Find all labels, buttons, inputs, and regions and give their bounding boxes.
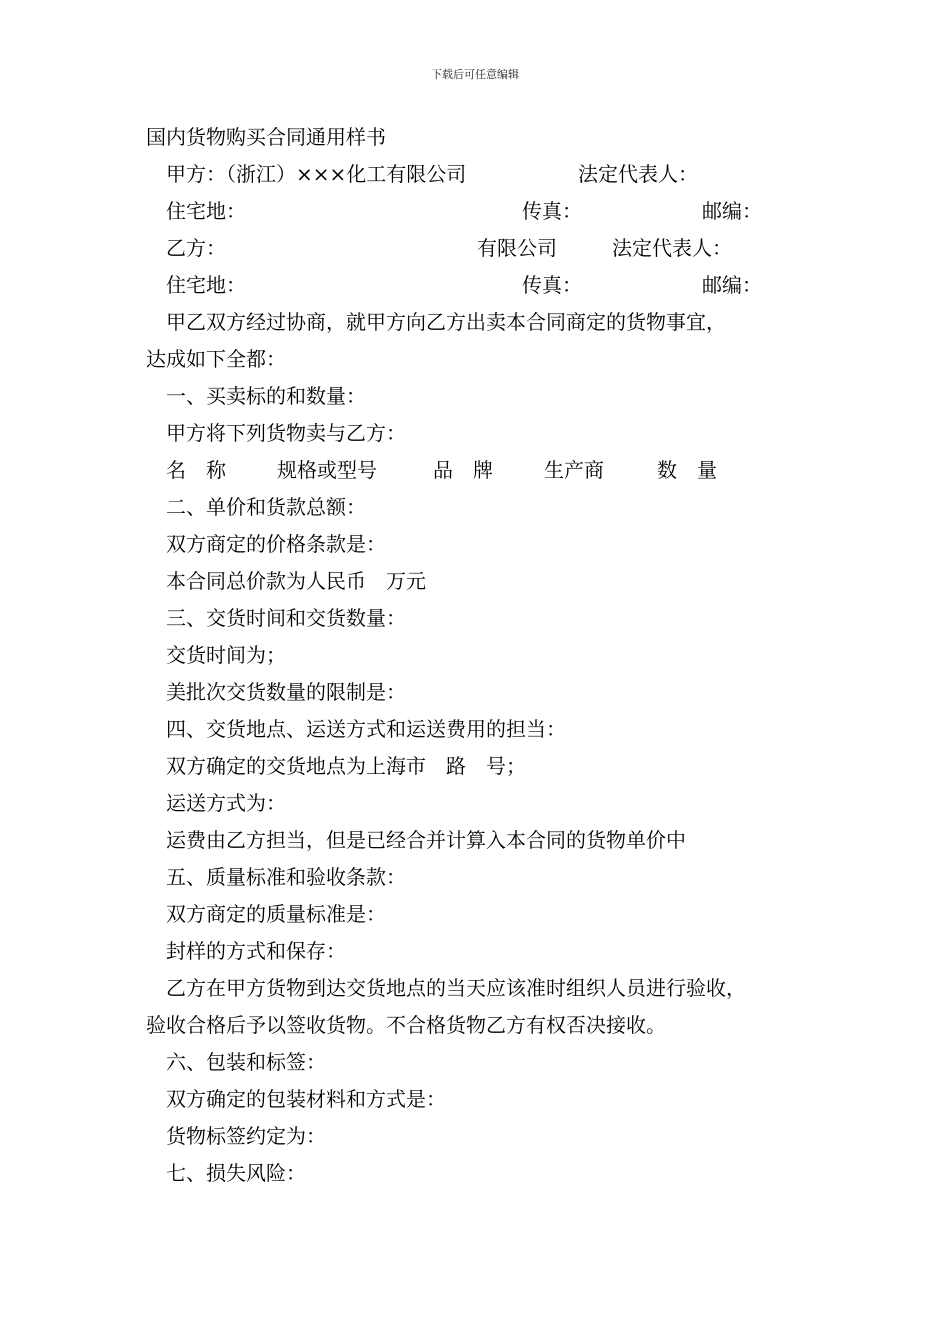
intro-line-2: 达成如下全都： — [146, 347, 286, 371]
section-6-line-2: 货物标签约定为： — [166, 1124, 326, 1148]
contract-document — [146, 119, 836, 1192]
page-header-note: 下载后可任意编辑 — [431, 68, 519, 81]
party-b-address-row — [146, 267, 836, 304]
section-5-paragraph-line-1: 乙方在甲方货物到达交货地点的当天应该准时组织人员进行验收， — [166, 976, 746, 1000]
party-b-postcode: 邮编： — [702, 273, 762, 297]
section-5-heading: 五、质量标准和验收条款： — [166, 865, 406, 889]
party-a-fax: 传真： — [522, 199, 582, 223]
section-2-line-2: 本合同总价款为人民币 万元 — [166, 569, 426, 593]
party-b-fax: 传真： — [522, 273, 582, 297]
section-1-text: 甲方将下列货物卖与乙方： — [166, 421, 406, 445]
party-b-legal-rep: 法定代表人： — [612, 236, 732, 260]
goods-column-spec: 规格或型号 — [277, 458, 377, 482]
section-4-line-2: 运送方式为： — [166, 791, 286, 815]
document-title: 国内货物购买合同通用样书 — [146, 125, 386, 149]
party-a-postcode: 邮编： — [702, 199, 762, 223]
goods-column-manufacturer: 生产商 — [544, 458, 604, 482]
section-1-heading: 一、买卖标的和数量： — [166, 384, 366, 408]
section-3-line-2: 美批次交货数量的限制是： — [166, 680, 406, 704]
goods-columns-row — [146, 452, 836, 489]
section-6-heading: 六、包装和标签： — [166, 1050, 326, 1074]
party-a-legal-rep: 法定代表人： — [578, 162, 698, 186]
party-a-label: 甲方：（浙江）×××化工有限公司 — [166, 162, 467, 186]
party-a-address: 住宅地： — [166, 199, 246, 223]
intro-line-1: 甲乙双方经过协商，就甲方向乙方出卖本合同商定的货物事宜， — [166, 310, 726, 334]
party-b-row — [146, 230, 836, 267]
section-5-line-2: 封样的方式和保存： — [166, 939, 346, 963]
section-4-line-3: 运费由乙方担当，但是已经合并计算入本合同的货物单价中 — [166, 828, 686, 852]
party-b-company-suffix: 有限公司 — [477, 236, 557, 260]
party-a-address-row — [146, 193, 836, 230]
section-2-heading: 二、单价和货款总额： — [166, 495, 366, 519]
goods-column-name: 名 称 — [166, 458, 226, 482]
section-3-line-1: 交货时间为； — [166, 643, 286, 667]
section-7-heading: 七、损失风险： — [166, 1161, 306, 1185]
goods-column-quantity: 数 量 — [657, 458, 717, 482]
section-2-line-1: 双方商定的价格条款是： — [166, 532, 386, 556]
section-4-heading: 四、交货地点、运送方式和运送费用的担当： — [166, 717, 566, 741]
party-b-address: 住宅地： — [166, 273, 246, 297]
section-3-heading: 三、交货时间和交货数量： — [166, 606, 406, 630]
section-5-line-1: 双方商定的质量标准是： — [166, 902, 386, 926]
section-4-line-1: 双方确定的交货地点为上海市 路 号； — [166, 754, 526, 778]
section-6-line-1: 双方确定的包装材料和方式是： — [166, 1087, 446, 1111]
goods-column-brand: 品 牌 — [433, 458, 493, 482]
party-b-label: 乙方： — [166, 236, 226, 260]
party-a-row — [146, 156, 836, 193]
section-5-paragraph-line-2: 验收合格后予以签收货物。不合格货物乙方有权否决接收。 — [146, 1013, 666, 1037]
